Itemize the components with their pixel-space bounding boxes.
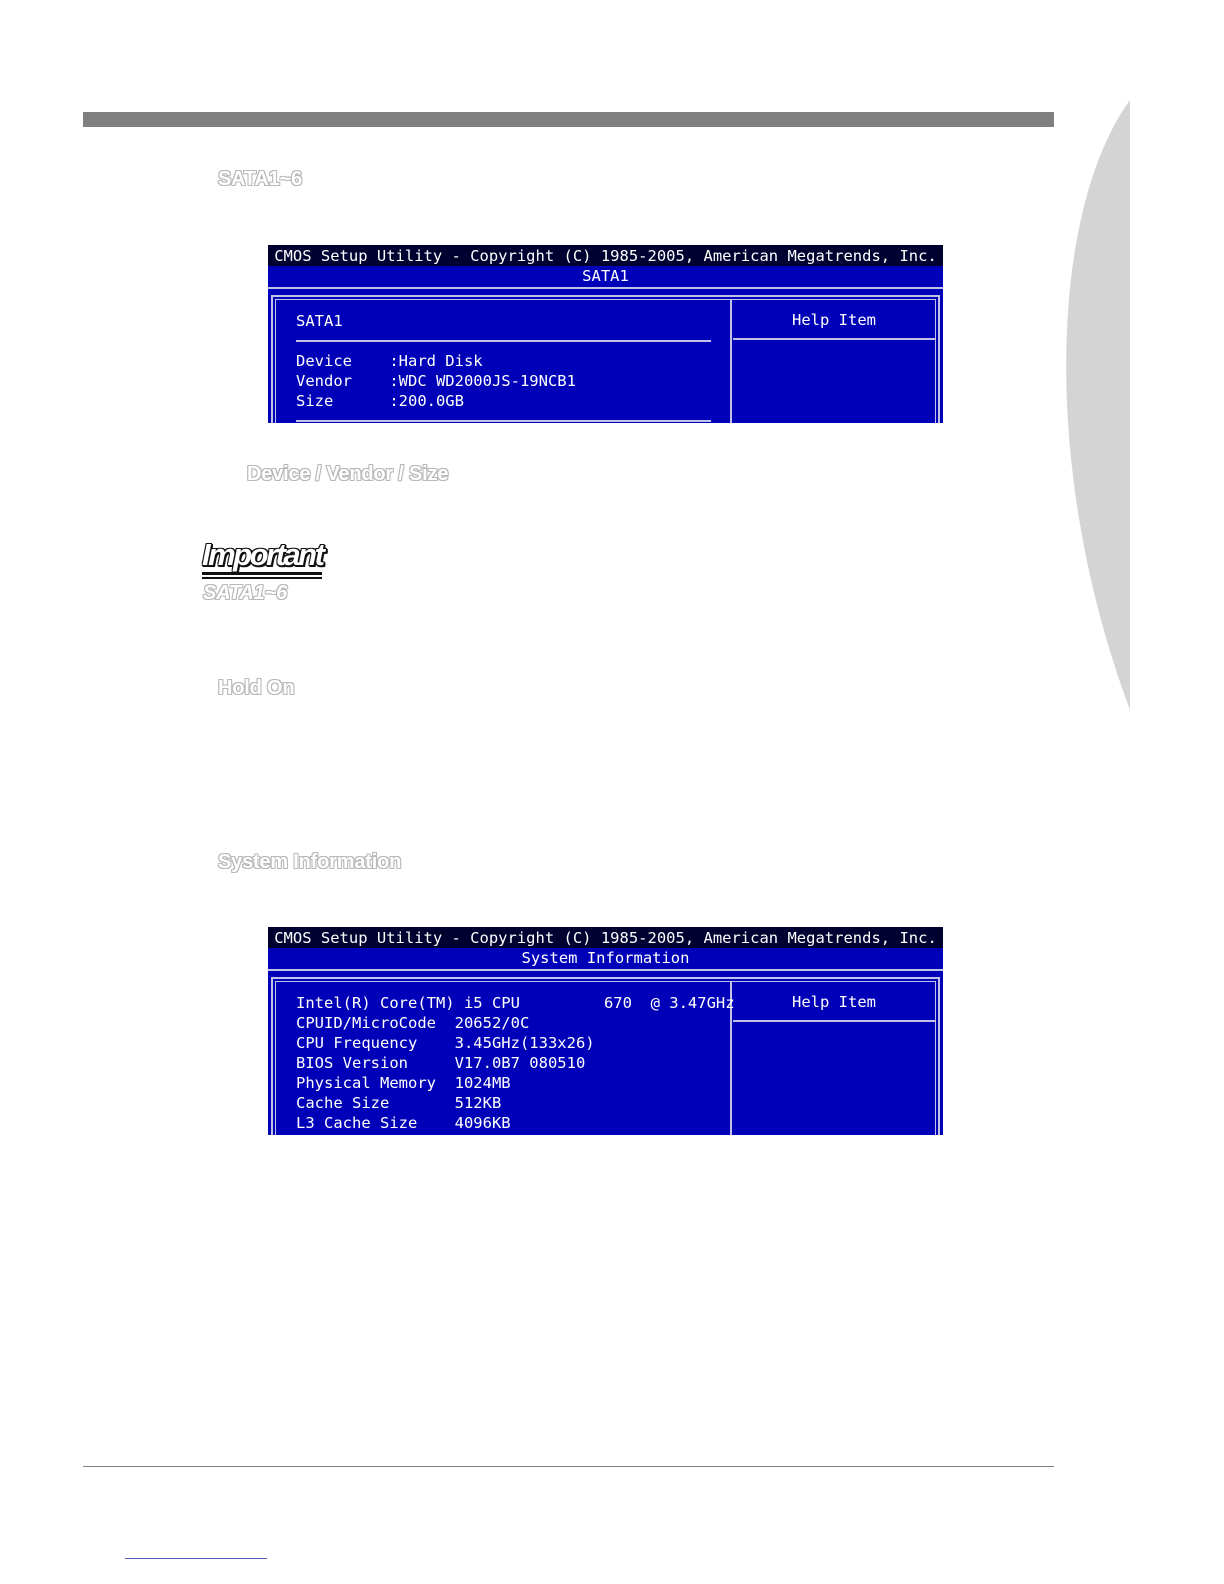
important-logo: [202, 538, 322, 579]
bios-sata-help-title: Help Item: [733, 300, 935, 340]
sysinfo-row-cpu-frequency: CPU Frequency 3.45GHz(133x26): [296, 1034, 595, 1052]
important-word: Important: [202, 537, 323, 572]
bios-sata-title: CMOS Setup Utility - Copyright (C) 1985-2005, American Megatrends, Inc.: [268, 245, 943, 266]
heading-hold-on: Hold On: [218, 677, 295, 699]
sysinfo-row-physical-memory: Physical Memory 1024MB: [296, 1074, 511, 1092]
top-rule: [83, 112, 1054, 127]
bios-sata-row-size: Size :200.0GB: [296, 392, 464, 410]
bios-sata-screen: [268, 245, 943, 423]
bios-sysinfo-panel: [271, 977, 940, 1135]
sysinfo-row-l3-cache: L3 Cache Size 4096KB: [296, 1114, 511, 1132]
heading-system-information: System Information: [218, 851, 402, 873]
bios-sata-divider: [730, 300, 732, 423]
bios-sysinfo-screen: [268, 927, 943, 1135]
sysinfo-row-bios-version: BIOS Version V17.0B7 080510: [296, 1054, 586, 1072]
side-tab-shape: [1030, 90, 1130, 720]
bios-sata-row-device: Device :Hard Disk: [296, 352, 483, 370]
sysinfo-row-cache-size: Cache Size 512KB: [296, 1094, 502, 1112]
bios-sata-rule-bottom: [296, 420, 711, 422]
bios-sysinfo-subtitle: System Information: [268, 948, 943, 971]
bios-sata-rule-top: [296, 340, 711, 342]
heading-device-vendor-size: Device / Vendor / Size: [247, 463, 449, 485]
heading-sata: SATA1~6: [218, 168, 303, 190]
bios-sysinfo-help-title: Help Item: [733, 982, 935, 1022]
footer-underline: [125, 1558, 267, 1559]
bottom-rule: [83, 1466, 1054, 1467]
bios-sata-panel: [271, 295, 940, 423]
important-sub-heading: SATA1~6: [203, 582, 288, 604]
sysinfo-row-cpu: Intel(R) Core(TM) i5 CPU 670 @ 3.47GHz: [296, 994, 735, 1012]
bios-sata-subtitle: SATA1: [268, 266, 943, 289]
sysinfo-row-cpuid: CPUID/MicroCode 20652/0C: [296, 1014, 530, 1032]
bios-sata-row-vendor: Vendor :WDC WD2000JS-19NCB1: [296, 372, 576, 390]
bios-sata-section: SATA1: [296, 312, 343, 330]
bios-sysinfo-title: CMOS Setup Utility - Copyright (C) 1985-2005, American Megatrends, Inc.: [268, 927, 943, 948]
